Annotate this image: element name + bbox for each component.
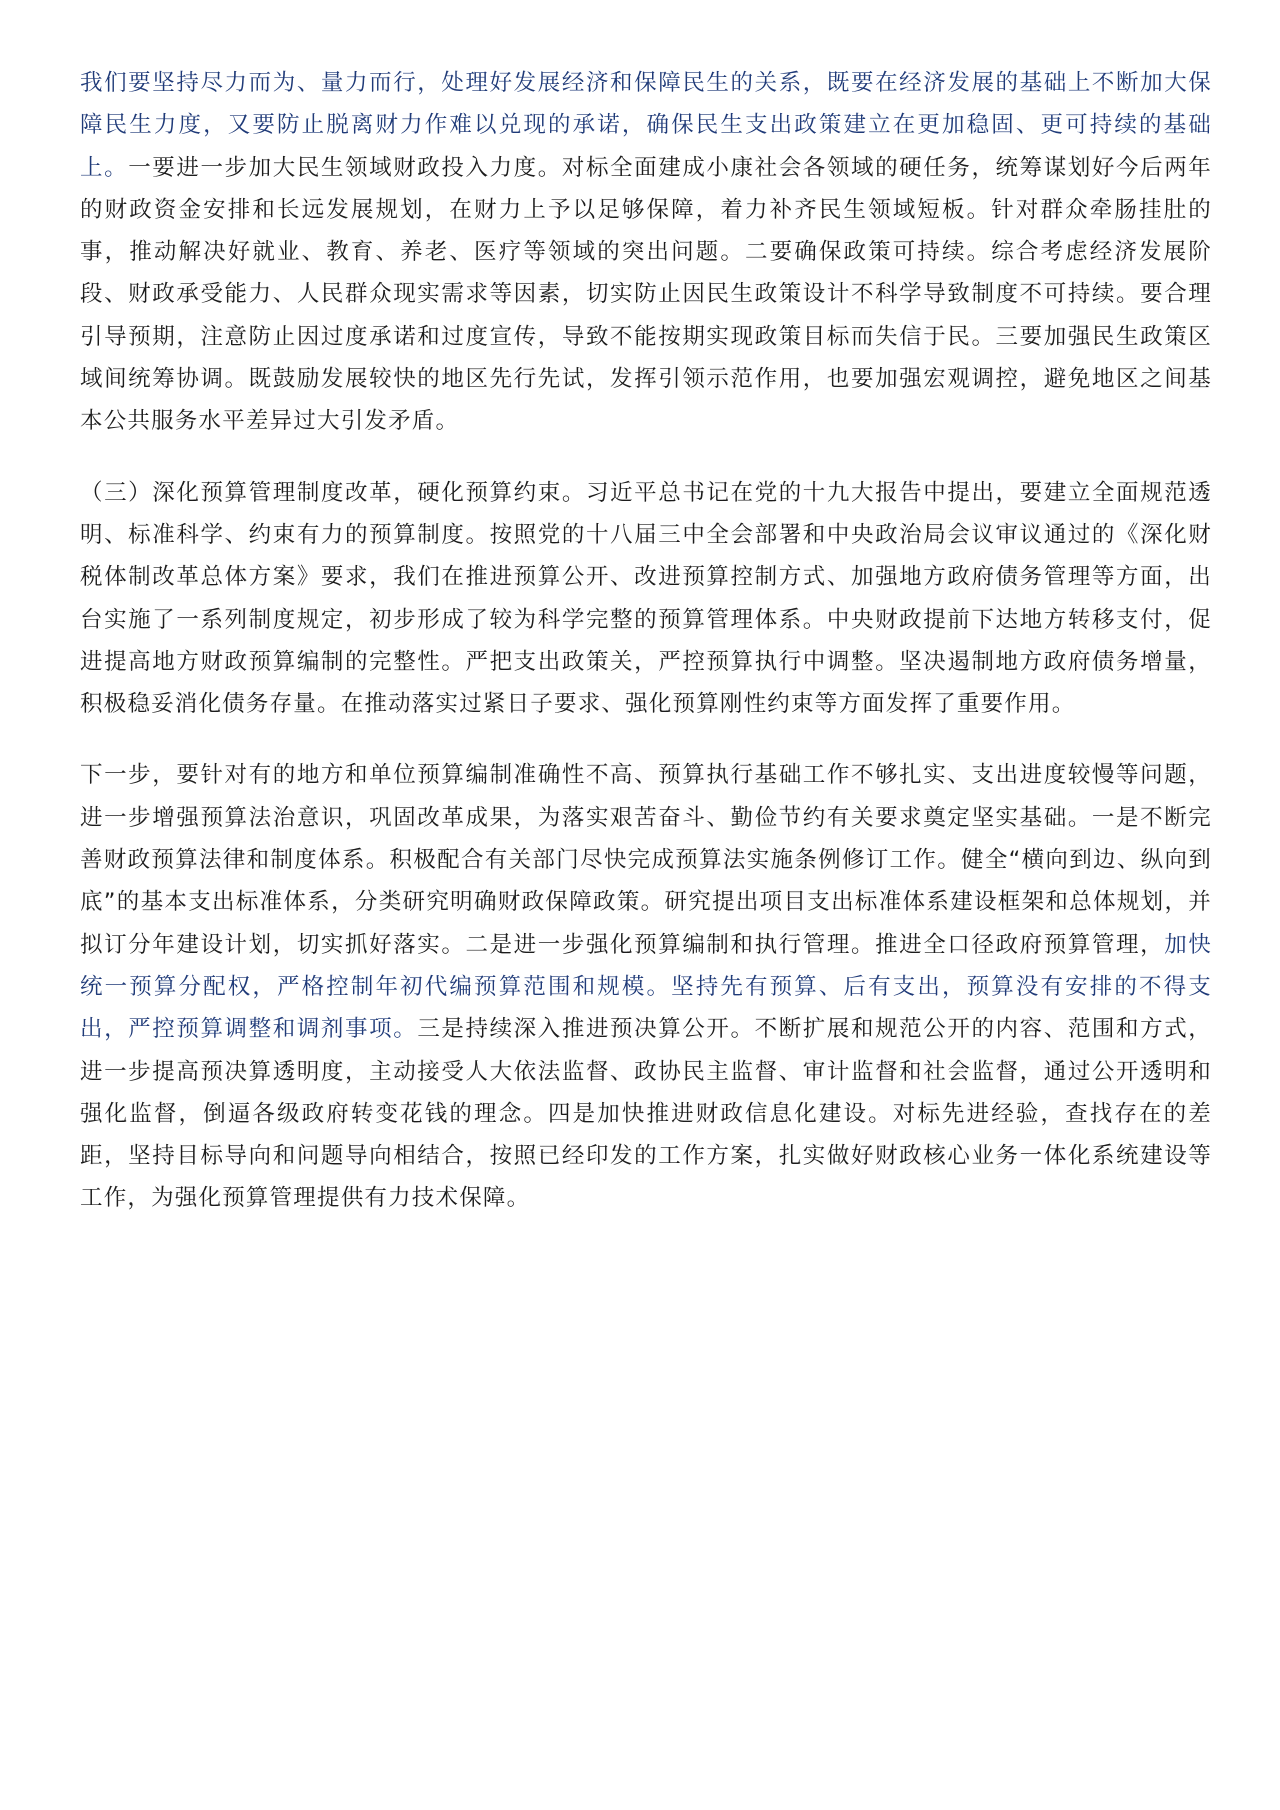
paragraph-text-highlight: 加快统一预算分配权，严格控制年初代编预算范围和规模。坚持先有预算、后有支出，预算没有安排的不得支出，严控预算调整和调剂事项。 [80, 931, 1212, 1043]
paragraph-3 [80, 754, 1212, 1219]
paragraph-1 [80, 62, 1212, 443]
paragraph-text: 一要进一步加大民生领域财政投入力度。对标全面建成小康社会各领域的硬任务，统筹谋划好今后两年的财政资金安排和长远发展规划，在财力上予以足够保障，着力补齐民生领域短板。针对群众牵肠挂肚的事，推动解决好就业、教育、养老、医疗等领域的突出问题。二要确保政策可持续。综合考虑经济发展阶段、财政承受能力、人民群众现实需求等因素，切实防止因民生政策设计不科学导致制度不可持续。要合理引导预期，注意防止因过度承诺和过度宣传，导致不能按期实现政策目标而失信于民。三要加强民生政策区域间统筹协调。既鼓励发展较快的地区先行先试，发挥引领示范作用，也要加强宏观调控，避免地区之间基本公共服务水平差异过大引发矛盾。 [80, 154, 1212, 435]
paragraph-2 [80, 472, 1212, 726]
paragraph-text: （三）深化预算管理制度改革，硬化预算约束。习近平总书记在党的十九大报告中提出，要建立全面规范透明、标准科学、约束有力的预算制度。按照党的十八届三中全会部署和中央政治局会议审议通过的《深化财税体制改革总体方案》要求，我们在推进预算公开、改进预算控制方式、加强地方政府债务管理等方面，出台实施了一系列制度规定，初步形成了较为科学完整的预算管理体系。中央财政提前下达地方转移支付，促进提高地方财政预算编制的完整性。严把支出政策关，严控预算执行中调整。坚决遏制地方政府债务增量，积极稳妥消化债务存量。在推动落实过紧日子要求、强化预算刚性约束等方面发挥了重要作用。 [80, 479, 1212, 718]
paragraph-text-highlight: 我们要坚持尽力而为、量力而行，处理好发展经济和保障民生的关系，既要在经济发展的基础上不断加大保障民生力度，又要防止脱离财力作难以兑现的承诺，确保民生支出政策建立在更加稳固、更可持续的基础上。 [80, 70, 1212, 181]
paragraph-text: 下一步，要针对有的地方和单位预算编制准确性不高、预算执行基础工作不够扎实、支出进度较慢等问题，进一步增强预算法治意识，巩固改革成果，为落实艰苦奋斗、勤俭节约有关要求奠定坚实基础。一是不断完善财政预算法律和制度体系。积极配合有关部门尽快完成预算法实施条例修订工作。健全“横向到边、纵向到底”的基本支出标准体系，分类研究明确财政保障政策。研究提出项目支出标准体系建设框架和总体规划，并拟订分年建设计划，切实抓好落实。二是进一步强化预算编制和执行管理。推进全口径政府预算管理， [80, 762, 1212, 958]
paragraph-text: 三是持续深入推进预决算公开。不断扩展和规范公开的内容、范围和方式，进一步提高预决算透明度，主动接受人大依法监督、政协民主监督、审计监督和社会监督，通过公开透明和强化监督，倒逼各级政府转变花钱的理念。四是加快推进财政信息化建设。对标先进经验，查找存在的差距，坚持目标导向和问题导向相结合，按照已经印发的工作方案，扎实做好财政核心业务一体化系统建设等工作，为强化预算管理提供有力技术保障。 [80, 1016, 1212, 1212]
